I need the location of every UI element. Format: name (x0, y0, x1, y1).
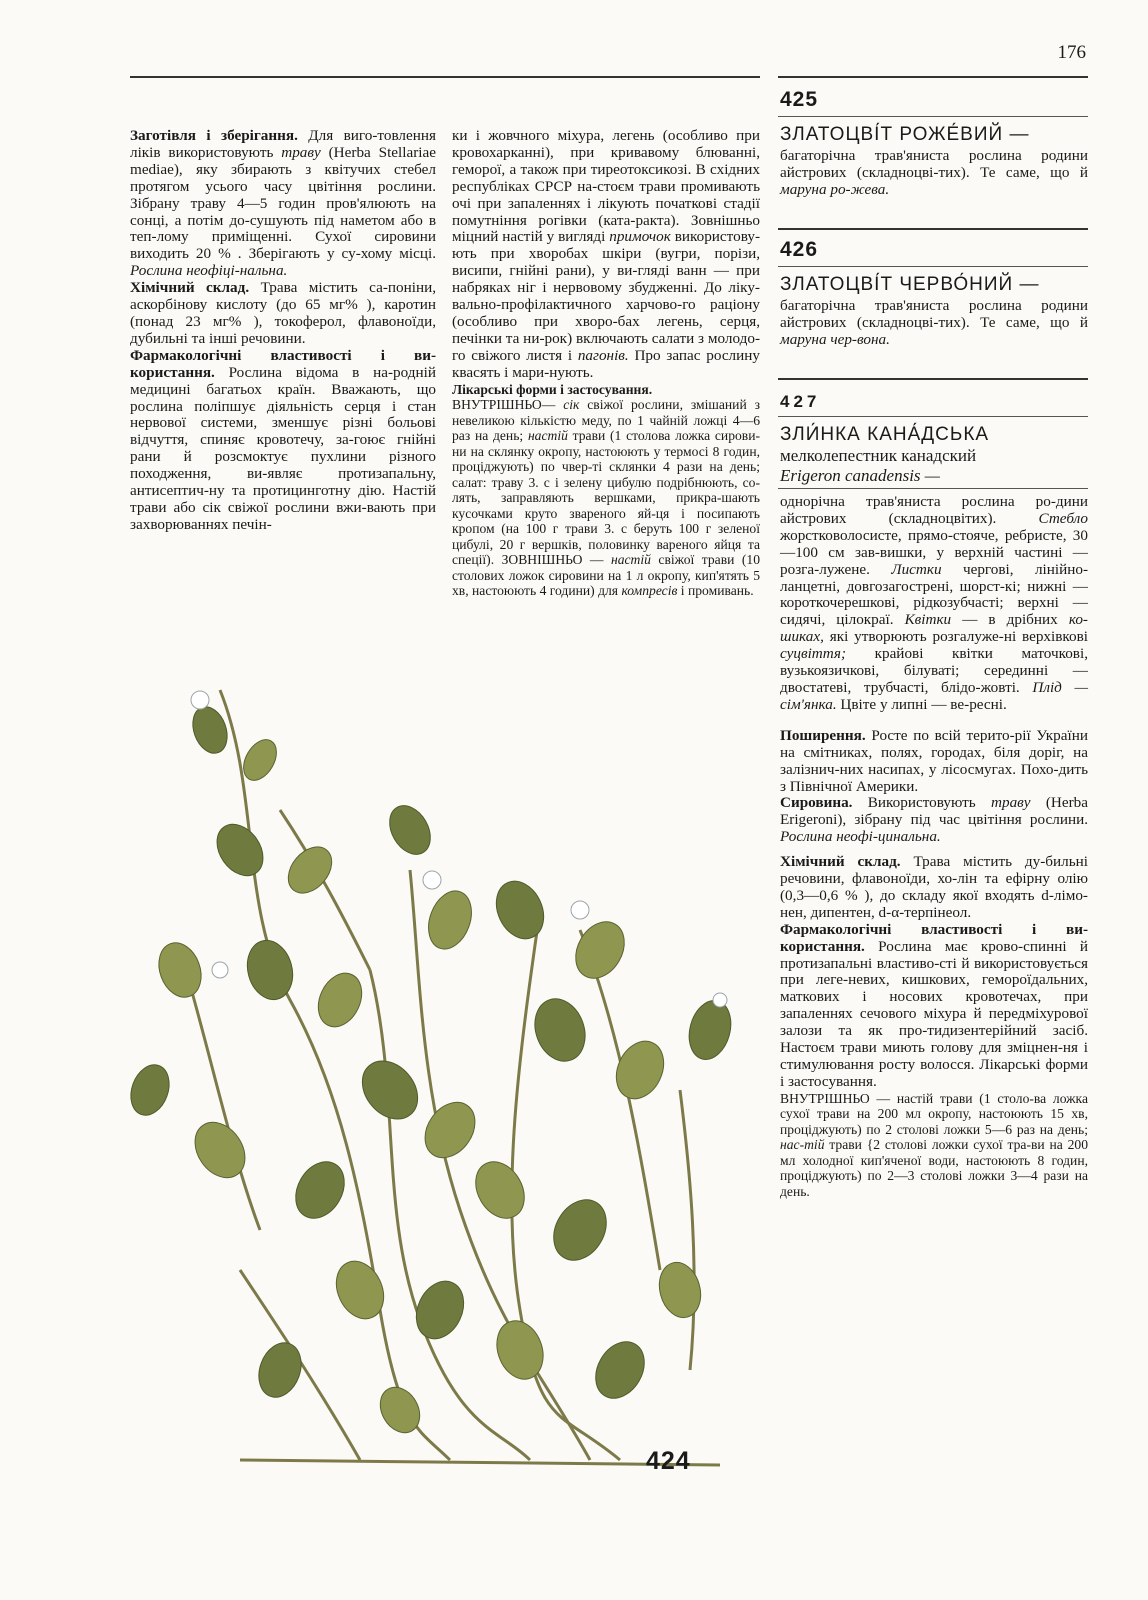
entry-rule (778, 266, 1088, 267)
entry-body-425 (780, 148, 1088, 199)
entry-number-427: 427 (780, 392, 821, 411)
paragraph-chemistry-427 (780, 854, 1088, 922)
text-italic: Плід — сім'янка. (780, 678, 1088, 713)
text: трави (1 столова ложка сирови-ни на склянку окропу, настоюють у термосі 8 годин, проціджують) по чвер-ті склянки 4 рази на день; салат: траву 3. с і зелену цибулю подрібнюють, со-лять, заправляють вершками, прикра-шають кусочками круто звареного яй-ця і посипають кропом (на 100 г трави 3. с беруть 100 г зеленої цибулі, 20 г вершків, половинку вареного яйця та спеції). ЗОВНІШНЬО — (452, 428, 761, 568)
text: Для виго-товлення ліків використовують (130, 127, 436, 161)
entry-russian-name: мелколепестник канадский (780, 446, 977, 465)
text: трави {2 столові ложки сухої тра-ви на 200 мл холодної кип'яченої води, настоюють 8 годин, проціджують) по 2—3 столові ложки 3—4 рази на день. (780, 1137, 1088, 1199)
paragraph-distribution (780, 728, 1088, 796)
heading-harvest: Заготівля і зберігання. (130, 127, 298, 144)
text: (Herba Stellariae mediae), яку збирають з квітучих стебел протягом усього часу цвітіння рослини. Зібрану траву 4—5 годин пров'ялюють на сонці, а потім до-сушують під наметом або в теп-лому приміщенні. Сухої сировини виходить 20 % . Зберігають у су-хому місці. (130, 143, 436, 263)
text-italic: траву (281, 143, 321, 161)
text: багаторічна трав'яниста рослина родини айстрових (складноцві-тих). Те саме, що й (780, 297, 1088, 331)
header-rule-left (130, 76, 760, 78)
paragraph-forms (452, 382, 760, 599)
text: ВНУТРІШНЬО— (452, 397, 564, 413)
text: чергові, лінійно-ланцетні, довгозагострені, шорст-кі; нижні — короткочерешкові, рідкозубчасті; верхні — сидячі, цілокраї. (780, 560, 1088, 629)
paragraph-pharmacology (130, 348, 436, 534)
paragraph-forms-427 (780, 1091, 1088, 1200)
text-italic: траву (991, 794, 1031, 812)
text: свіжої рослини, змішаний з невеликою кількістю меду, по 1 чайній ложці 4—6 раз на день; (452, 397, 760, 444)
text: багаторічна трав'яниста рослина родини айстрових (складноцві-тих). Те саме, що й (780, 147, 1088, 181)
text-italic: примочок (609, 228, 671, 246)
paragraph-raw-material (780, 795, 1088, 846)
text: Росте по всій терито-рії України на смітниках, полях, городах, біля доріг, на залізнич-них насипах, у лісосмугах. Похо-дить з Північної Америки. (780, 726, 1088, 795)
text: Про запас рослину квасять і мари-нують. (452, 346, 760, 381)
heading-pharmacology: Фармакологічні властивості і ви-користання. (130, 346, 436, 381)
column-2 (452, 128, 760, 599)
text-italic: сік (563, 397, 580, 413)
plate-label: 424 (646, 1447, 691, 1475)
text: Трава містить са-поніни, аскорбінову кислоту (до 65 мг% ), каротин (понад 23 мг% ), токоферол, флавоноїди, дубильні та інші речовини. (130, 279, 436, 347)
text: і промивань. (677, 583, 754, 599)
entry-number-426: 426 (780, 238, 819, 261)
text-italic: компресів (621, 583, 678, 599)
entry-rule (778, 416, 1088, 417)
text: які утворюють розгалуже-ні верхівкові (823, 628, 1088, 646)
text-italic: настій (610, 552, 651, 568)
text: — в дрібних (951, 611, 1069, 629)
text-italic: Листки (891, 560, 942, 578)
heading-raw-material: Сировина. (780, 794, 853, 812)
heading-chemistry-427: Хімічний склад. (780, 853, 901, 871)
text: Використовують (852, 794, 992, 812)
text-italic: Стебло (1038, 509, 1088, 527)
text-italic: Рослина неофіці-нальна. (130, 262, 288, 280)
text: Рослина відома в на-родній медицині багатьох країн. Вважають, що рослина поліпшує діяльність серця і стан нервової системи, зменшує різні больові відчуття, спиняє кровотечу, за-гоює гнійні рани й розсмоктує пухлини різного походження, ви-являє протизапальну, антисептич-ну та протицинготну дію. Настій трави або сік свіжої рослини вжи-вають при захворюваннях печін- (130, 363, 436, 533)
entry-rule (778, 488, 1088, 489)
paragraph-pharmacology-427 (780, 922, 1088, 1091)
text-italic: суцвіття; (780, 645, 847, 663)
paragraph-description (780, 494, 1088, 714)
entry-latin-name: Erigeron canadensis — (780, 466, 940, 485)
header-rule-right (778, 76, 1088, 78)
text: Трава містить ду-бильні речовини, флавоноїди, хо-лін та ефірну олію (0,3—0,6 % ), до складу якої входять d-лімо-нен, дипентен, d-α-терпінеол. (780, 853, 1088, 921)
text: (Herba Erigeroni), зібрану під час цвітіння рослини. (780, 794, 1088, 829)
entry-number-425: 425 (780, 88, 819, 111)
text: ВНУТРІШНЬО — настій трави (1 столо-ва ложка сухої трави на 200 мл окропу, настоюють 15 хв, проціджують) по 2 столові ложки 5—6 раз на день; (780, 1090, 1088, 1137)
entry-title-425: ЗЛАТОЦВІ́Т РОЖЕ́ВИЙ — (780, 124, 1030, 145)
heading-pharmacology-427: Фармакологічні властивості і ви-користання. (780, 920, 1088, 955)
text-italic: нас-тій (780, 1137, 825, 1153)
leaves (124, 702, 737, 1440)
paragraph-harvest (130, 128, 436, 280)
text: свіжої трави (10 столових ложок сировини на 1 л окропу, кип'ятять 5 хв, настоюють 4 години) для (452, 552, 760, 599)
text: використову-ють при хворобах шкіри (вугри, порізи, висипи, гнійні рани), у ви-гляді ванн — при набряках ніг і нервовому збудженні. До ліку-вально-профілактичного харчово-го раціону (особливо при хворо-бах легень, серця, печінки та ни-рок) включають салати з молодо-го свіжого листя і (452, 228, 761, 364)
plant-illustration (120, 670, 760, 1480)
entry-title-426: ЗЛАТОЦВІ́Т ЧЕРВО́НИЙ — (780, 274, 1040, 295)
entry-separator (778, 378, 1088, 380)
text: жорстковолосисте, прямо-стояче, ребристе, 30—100 см зав-вишки, у верхній частині — розга-лужене. (780, 526, 1088, 578)
column-1 (130, 128, 436, 534)
text-italic: маруна чер-вона. (780, 330, 890, 348)
entry-body-426 (780, 298, 1088, 349)
text: однорічна трав'яниста рослина ро-дини айстрових (складноцвітих). (780, 493, 1088, 527)
paragraph-chemistry (130, 280, 436, 348)
text: ки і жовчного міхура, легень (особливо при кровохарканні), при кривавому блюванні, геморої, а також при тиреотоксикозі. В східних республіках СРСР на-стоєм трави промивають очі при запаленнях і лікують початкові стадії помутніння рогівки (ката-ракта). Зовнішньо міцний настій у вигляді (452, 127, 760, 246)
text: Рослина має крово-спинні й протизапальні властиво-сті й використовується при леге-невих, кишкових, геморoїдальних, маткових і носових кровотечах, при запаленнях сечового міхура й передміхурової залози та як про-тидизентерійний засіб. Настоєм трави миють голову для зміцнен-ня і стимулювання росту волосся. Лікарські форми і застосування. (780, 937, 1088, 1090)
text-italic: настій (527, 428, 568, 444)
heading-forms: Лікарські форми і застосування. (452, 381, 653, 397)
text-italic: Квітки (904, 611, 952, 629)
entry-separator (778, 228, 1088, 230)
text-italic: Рослина неофі-цинальна. (780, 828, 941, 846)
text-italic: маруна ро-жева. (780, 180, 890, 198)
text-italic: пагонів. (577, 346, 629, 364)
entry-rule (778, 116, 1088, 117)
text: крайові квітки маточкові, вузькоязичкові, білуваті; серединні — двостатеві, трубчасті, блідо-жовті. (780, 645, 1088, 696)
heading-distribution: Поширення. (780, 726, 866, 744)
entry-title-427: ЗЛИ́НКА КАНА́ДСЬКА (780, 424, 990, 445)
text: Цвіте у липні — ве-ресні. (836, 695, 1007, 713)
heading-chemistry: Хімічний склад. (130, 279, 250, 297)
paragraph-usage (452, 128, 760, 382)
text-italic: ко-шиках, (780, 611, 1088, 646)
page-number: 176 (1057, 42, 1086, 63)
entry-body-427 (780, 494, 1088, 1199)
